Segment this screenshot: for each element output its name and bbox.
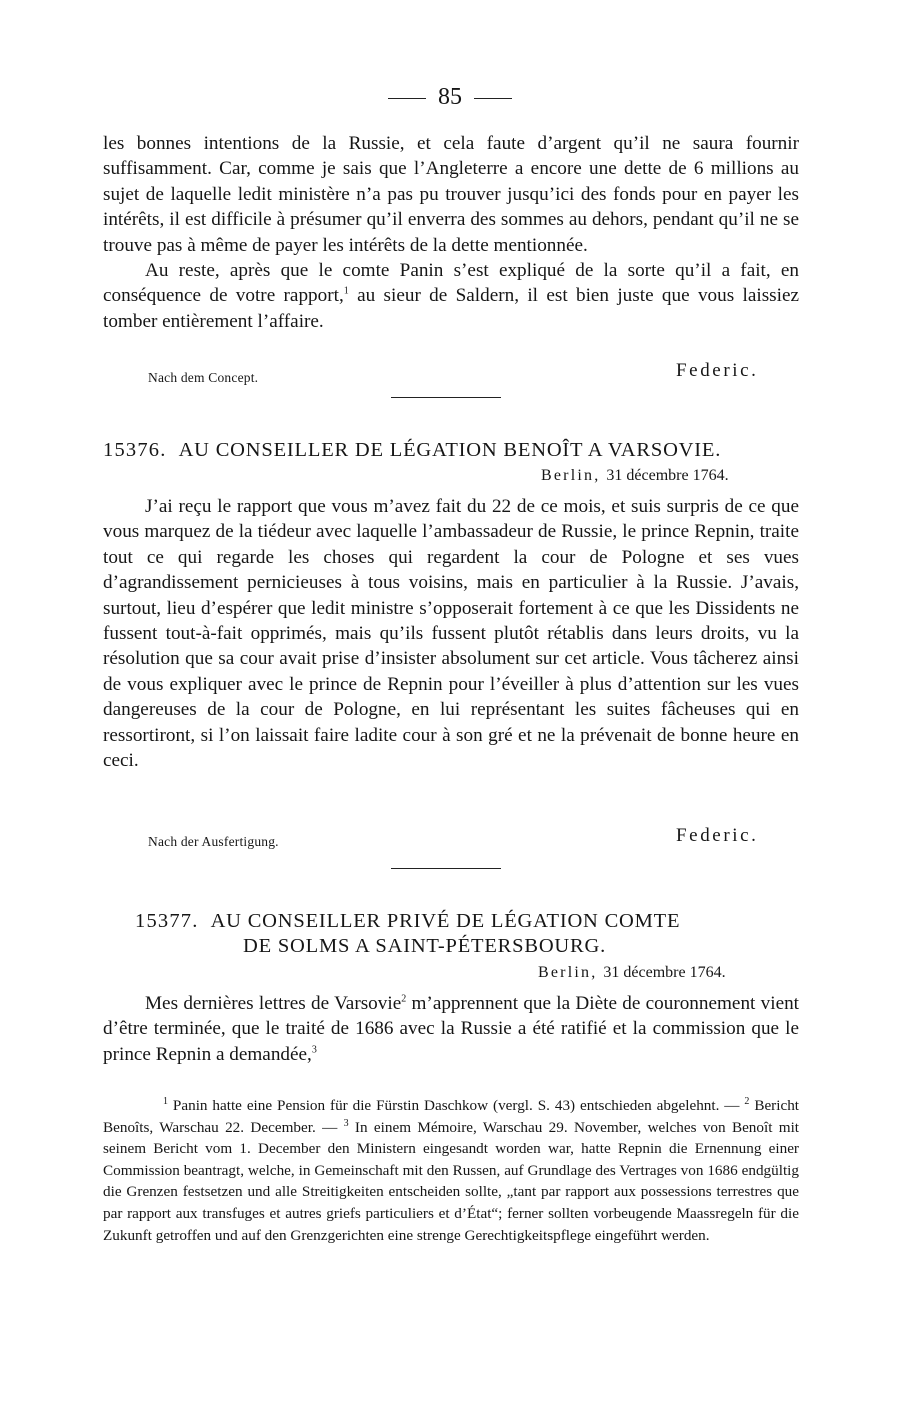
section-divider (391, 397, 501, 398)
footnote-ref: 2 (401, 993, 407, 1005)
paragraph-part: Mes dernières lettres de Varsovie (145, 993, 402, 1014)
header-dash-right (474, 98, 512, 99)
letter-body (103, 494, 799, 773)
signature: Federic. (676, 825, 759, 846)
paragraph-part: m’apprennent que la Diète de couronnement vient d’être terminée, que le traité de 1686 avec la Russie a été ratifié et la commission que le prince Repnin a demandée, (103, 993, 800, 1065)
letter-title-line1: AU CONSEILLER PRIVÉ DE LÉGATION COMTE (210, 910, 681, 932)
date-city: Berlin, (541, 467, 601, 484)
footnote-text (103, 1095, 799, 1246)
letter-dateline (538, 964, 726, 982)
footnote-ref: 3 (311, 1044, 317, 1056)
footnote-mark: 1 (163, 1095, 168, 1107)
footnote-3: In einem Mémoire, Warschau 29. November, welches von Benoît mit seinem Bericht vom 1. December den Ministern eingesandt worden war, hatte Repnin die Ernennung einer Commission beantragt, welche, in Gemeinschaft mit den Russen, auf Grundlage des Vertrages von 1686 endgültig die Grenzen festsetzen und alle Streitigkeiten entscheiden sollte, „tant par rapport aux possessions terrestres que par rapport aux transfuges et autres griefs particuliers et d’État“; ferner sollten vorbeugende Maassregeln für die Zukunft getroffen und auf den Grenzgerichten eine strenge Gerechtigkeitspflege eingeführt werden. (103, 1118, 800, 1244)
letter-heading (135, 910, 680, 933)
page-header (0, 84, 900, 111)
date-text: 31 décembre 1764. (603, 964, 726, 981)
paragraph: J’ai reçu le rapport que vous m’avez fait du 22 de ce mois, et suis surpris de ce que vous marquez de la tiédeur avec laquelle l’ambassadeur de Russie, le prince Repnin, traite tout ce qui regarde les choses qui regardent la cour de Pologne et ses vues d’agrandissement pernicieuses à tous voisins, mais en particulier à la Russie. J’avais, surtout, lieu d’espérer que ledit ministre s’opposerait fortement à ce que les Dissidents ne fussent tout-à-fait opprimés, mais qu’ils fussent plutôt rétablis dans leurs droits, vu la résolution que sa cour avait prise d’insister absolument sur cet article. Vous tâcherez ainsi de vous expliquer avec le prince de Repnin pour l’éveiller à plus d’attention sur les vues dangereuses de la cour de Pologne, en lui représentant les suites fâcheuses qui en ressortiront, si l’on laissait faire ladite cour à son gré et ne la prévenait de bonne heure en ceci. (103, 496, 799, 772)
header-dash-left (388, 98, 426, 99)
letter-body (103, 991, 799, 1067)
footnote-ref: 1 (343, 286, 349, 298)
paragraph (103, 991, 799, 1067)
continuation-text (103, 131, 799, 334)
letter-title-line2: DE SOLMS A SAINT-PÉTERSBOURG. (243, 935, 607, 957)
date-text: 31 décembre 1764. (606, 467, 729, 484)
letter-title: AU CONSEILLER DE LÉGATION BENOÎT A VARSOVIE. (178, 439, 722, 461)
date-city: Berlin, (538, 964, 598, 981)
paragraph-part: Au reste, après que le comte Panin s’est expliqué de la sorte qu’il a fait, en conséquence de votre rapport, (103, 260, 799, 307)
footnote-mark: 3 (343, 1117, 349, 1129)
page-number: 85 (438, 84, 462, 110)
source-note: Nach der Ausfertigung. (148, 834, 279, 849)
paragraph-part: au sieur de Saldern, il est bien juste que vous laissiez tomber entièrement l’affaire. (103, 285, 800, 332)
letter-heading (103, 439, 721, 462)
letter-number: 15377. (135, 910, 199, 932)
source-note: Nach dem Concept. (148, 370, 259, 385)
footnotes (103, 1095, 799, 1246)
signature: Federic. (676, 360, 759, 381)
letter-number: 15376. (103, 439, 167, 461)
section-divider (391, 868, 501, 869)
footnote-2: Bericht Benoîts, Warschau 22. December. — (103, 1097, 800, 1136)
letter-dateline (541, 467, 729, 485)
paragraph (103, 258, 799, 334)
paragraph: les bonnes intentions de la Russie, et cela faute d’argent qu’il ne saura fournir suffisamment. Car, comme je sais que l’Angleterre a encore une dette de 6 millions au sujet de laquelle ledit ministère n’a pas pu trouver jusqu’ici des fonds pour en payer les intérêts, il est difficile à présumer qu’il enverra des sommes au dehors, pendant qu’il ne se trouve pas à même de payer les intérêts de la dette mentionnée. (103, 133, 799, 256)
footnote-1: Panin hatte eine Pension für die Fürstin Daschkow (vergl. S. 43) entschieden abgelehnt. — (172, 1097, 740, 1114)
footnote-mark: 2 (744, 1095, 750, 1107)
